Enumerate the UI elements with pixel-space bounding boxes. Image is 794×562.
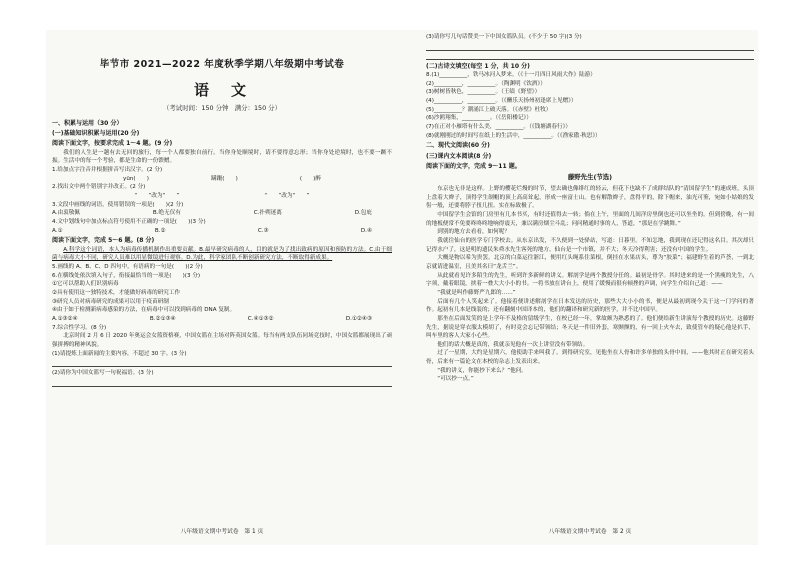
answer-line[interactable]: [426, 53, 754, 60]
question-4: 4.文中划线句中加点标点符号使用不正确的一项是( )(3 分): [52, 219, 206, 226]
page-2: [426, 30, 754, 545]
passage-text: 北京时间 2 月 6 日 2020 年奥运会女篮资格赛，中国女篮在主场对阵英国女篮。每当有两支队伍同场竞技时，中国女篮都展现出了顽强拼搏的精神风貌。: [52, 333, 392, 348]
passage-paragraph: 中国留学生会馆的门房里有几本书买，有时还值得去一转；倘在上午，里面的几间洋房里倒也还可以坐坐的。但到傍晚，有一间的地板便常不免要咚咚咚地响得震天，兼以满房烟尘斗乱；问问精通时事的人，答道，“那是在学跳舞。”: [426, 211, 754, 227]
page-footer: 八年级语文期中考试卷 第 2 页: [548, 529, 632, 536]
choice-a: A.由衷敬佩: [52, 210, 80, 217]
question-7-2: (2)请你为中国女篮写一句祝福语。(3 分): [52, 370, 154, 377]
passage-paragraph: “可以抄一点。”: [437, 376, 474, 383]
choice-a: A.①: [52, 227, 63, 234]
choice-d: D.④: [360, 227, 372, 234]
passage-paragraph: 那坐在后面发笑的是上学年不及格的留级学生，在校已经一年，掌故颇为熟悉的了。他们便给新生讲演每个教授的历史。这藤野先生，据说是穿衣服太模胡了，有时竟会忘记带领结；冬天是一件旧外套，寒颤颤的，有一回上火车去，致使管车的疑心他是扒手，叫车里的客人大家小心些。: [426, 315, 754, 340]
poem-line: (3)树树皆秋色，__________。（王绩《野望》）: [426, 89, 541, 96]
section-heading: 二、现代文阅读(60 分): [426, 142, 490, 150]
subject-title: 语文: [193, 80, 268, 99]
passage-paragraph: 从此就看见许多陌生的先生，听到许多新鲜的讲义。解剖学是两个教授分任的。最初是骨学。其时进来的是一个黑瘦的先生，八字须，戴着眼镜，挟着一叠大大小小的书。一将书放在讲台上，便用了缓慢而很有顿挫的声调，向学生介绍自己道：——: [426, 272, 754, 288]
passage-text: A.科学这个词语，本人为病毒传播机制作出重要贡献。B.最早研究病毒的人，目的就是为了找出致病的原因和预防的方法。C.由于细菌与病毒大小不同，研究人员难以用显微镜进行观察。D.为此，科学家团队不断创新研究方法，不断取得新成果。: [52, 246, 392, 262]
poem-line: (7)在正对小雁塔有什么美，__________。（《钱塘湖春行》）: [426, 123, 571, 130]
poem-line: 8.(1)__________，铁马冰河入梦来。（《十一月四日风雨大作》陆游）: [426, 71, 596, 78]
choice-c: C.扑朔迷离: [253, 210, 282, 217]
question-1: 1.给加点字注音并根据拼音写出汉字。(2 分): [52, 167, 163, 174]
q1-item: ( )醉: [299, 175, 321, 182]
q6-item: ②具有使用这一独特技术，才能做好病毒的研究工作: [52, 289, 181, 296]
subsection-heading: (三)课内文本阅读(8 分): [426, 152, 492, 160]
question-3: 3.文段中画线的词语，使用错误的一项是( )(2 分): [52, 201, 184, 208]
passage-paragraph: 东京也无非是这样。上野的樱花烂熳的时节，望去确也像绯红的轻云，但花下也缺不了成群结队的“清国留学生”的速成班，头顶上盘着大辫子，顶得学生制帽的顶上高高耸起，形成一座富士山。也有解散辫子，盘得平的，除下帽来，油光可鉴，宛如小姑娘的发髻一般，还要将脖子扭几扭。实在标致极了。: [426, 186, 754, 210]
question-7-1: (1)请提炼上面新闻的主要内容，不超过 30 字。(3 分): [52, 350, 187, 357]
choice-d: D.①②④③: [345, 315, 372, 322]
q1-items: [52, 175, 392, 184]
choice-b: B.②: [154, 227, 166, 234]
passage-paragraph: “我的讲义，你能抄下来么？”他问。: [437, 367, 527, 374]
reading-instruction: 阅读下面的文字，完成 9～11 题。: [426, 162, 521, 170]
choice-c: C.③: [257, 227, 269, 234]
passage-paragraph: 我就往仙台的医学专门学校去。从东京出发，不久便到一处驿站，写道：日暮里。不知怎地，我到现在还记得这名目。其次却只记得水户了，这是明的遗民朱舜水先生客死的地方。仙台是一个市镇，并不大；冬天冷得利害；还没有中国的学生。: [426, 237, 754, 253]
q2-item: “ ”改为“ ”: [134, 193, 180, 200]
question-6: 6.在横线处依次填入句子，衔接最恰当的一项是( )(3 分): [52, 272, 201, 279]
question-7: 7.综合性学习。(8 分): [52, 324, 107, 331]
q6-item: ③研究人员对病毒研究的成果可以用于疫苗研制: [52, 298, 169, 305]
poem-line: (5)__________？潮涌江上破天落。（《赤壁》杜牧）: [426, 106, 552, 113]
subsection-heading: (一)基础知识积累与运用(20 分): [52, 130, 140, 138]
answer-line[interactable]: [52, 360, 392, 367]
poem-line: (4)__________，__________。（《酬乐天扬州初逢席上见赠》）: [426, 97, 577, 104]
poem-line: (2)__________，__________。（陶渊明《饮酒》）: [426, 80, 546, 87]
answer-line[interactable]: [52, 380, 392, 387]
q2-item: “ ”改为“ ”: [264, 193, 310, 200]
passage-paragraph: 后面有几个人笑起来了。他接着便讲述解剖学在日本发达的历史，那些大大小小的书，便是从最初到现今关于这一门学问的著作。起初有几本是线装的；还有翻刻中国译本的，他们的翻译和研究新的医学，并不比中国早。: [426, 298, 754, 314]
reading-instruction: 阅读下面文字，完成 5～6 题。(8 分): [52, 237, 155, 245]
q1-item: yūn( ): [123, 175, 149, 182]
choice-d: D.包庇: [354, 210, 372, 217]
passage-text: 我们的人生是一趟有去无回的旅行，每一个人都要独自前行。当你身处顺境时，请不要得意忘形；当你身处逆境时，也不要一蹶不振。生活中的每一个考验，都是生命的一份馈赠。: [52, 149, 392, 165]
choice-b: B.绝无仅有: [152, 210, 181, 217]
q2-items: [52, 192, 392, 201]
choice-c: C.④①③②: [247, 315, 274, 322]
passage-paragraph: 到别的地方去看看，如何呢？: [437, 229, 510, 236]
q4-choices: [52, 227, 392, 236]
exam-title: 毕节市 2021—2022 年度秋季学期八年级期中考试卷: [99, 59, 345, 70]
q6-item: ④由于如于检测新病毒感染的方法，在病毒中可以找到病毒的 DNA 复制。: [52, 307, 236, 314]
q1-item: 蹒跚( ): [211, 175, 238, 182]
reading-instruction: 阅读下面文字，按要求完成 1～4 题。(9 分): [52, 140, 173, 148]
page-1: [52, 30, 392, 545]
q6-item: ①它可以帮助人们识别病毒: [52, 281, 119, 288]
section-heading: 一、积累与运用（30 分）: [52, 119, 123, 127]
exam-info: （考试时间：150 分钟 满分：150 分）: [163, 103, 281, 112]
subsection-heading: (二)古诗文填空(每空 1 分，共 10 分): [426, 62, 530, 70]
exam-sheet: [46, 30, 758, 545]
q3-choices: [52, 209, 392, 218]
choice-a: A.①③②④: [52, 315, 78, 322]
passage-paragraph: “我就是叫作藤野严九郎的……”: [437, 289, 516, 296]
poem-line: (6)沙鸥翔集，__________。（《岳阳楼记》）: [426, 115, 532, 122]
passage-title: 藤野先生(节选): [567, 173, 613, 182]
passage-paragraph: 过了一星期，大约是星期六，他使助手来叫我了。到得研究室，见他坐在人骨和许多单独的头骨中间，——他其时正在研究着头骨，后来有一篇论文在本校的杂志上发表出来。: [426, 350, 754, 366]
answer-line[interactable]: [426, 44, 754, 51]
q6-choices: [52, 315, 392, 324]
question-5: 5.画线的 A、B、C、D 四句中，有语病的一句是( )(2 分): [52, 263, 203, 270]
passage-paragraph: 他们的话大概是真的，我就亲见他有一次上讲堂没有带领结。: [437, 341, 589, 348]
page-footer: 八年级语文期中考试卷 第 1 页: [180, 529, 264, 536]
choice-b: B.②①③④: [149, 315, 176, 322]
passage-paragraph: 大概是物以希为贵罢。北京的白菜运往浙江，便用红头绳系住菜根，倒挂在水果店头，尊为“胶菜”；福建野生着的芦荟，一到北京就请进温室，且美其名曰“龙舌兰”。: [426, 255, 754, 270]
poem-line: (8)就刚刚过的时间写在纸上的生活中，__________。（《渔家傲·秋思》）: [426, 132, 601, 139]
question-7-3: (3)请你写几句话赞美一下中国女篮队员。(不少于 50 字)(3 分): [426, 34, 582, 40]
question-2: 2.找出文中两个错别字并改正。(2 分): [52, 184, 146, 191]
